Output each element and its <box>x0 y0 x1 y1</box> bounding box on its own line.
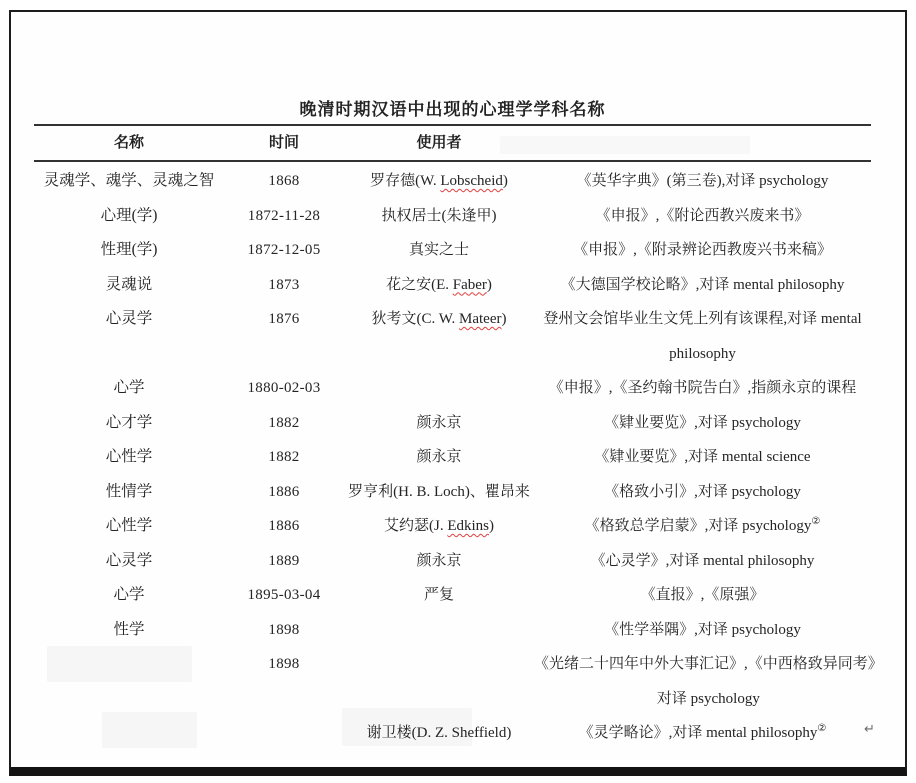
source-line: philosophy <box>669 345 736 362</box>
cell-user <box>344 647 534 716</box>
cell-time: 1886 <box>268 483 300 500</box>
cell-time: 1876 <box>268 311 300 327</box>
cell-name <box>34 716 224 751</box>
cell-source <box>534 509 871 544</box>
footnote-superscript: ② <box>811 516 821 527</box>
table-row <box>34 613 871 648</box>
cell-user: 艾约瑟(J. Edkins) <box>383 518 494 534</box>
source-line: 《肄业要览》,对译 psychology <box>604 414 801 431</box>
cell-name: 心才学 <box>105 413 153 431</box>
table-row <box>34 647 883 716</box>
source-line: 《格致小引》,对译 psychology <box>604 483 801 500</box>
cell-name: 心灵学 <box>105 551 153 569</box>
spellcheck-underline: Lobscheid <box>440 173 503 189</box>
cell-user: 谢卫楼(D. Z. Sheffield) <box>366 725 512 741</box>
cell-user: 严复 <box>423 587 454 603</box>
header-source <box>534 128 871 160</box>
source-line: 《申报》,《圣约翰书院告白》,指颜永京的课程 <box>548 380 857 396</box>
table-row <box>34 440 871 475</box>
cell-time: 1895-03-04 <box>247 587 321 603</box>
cell-name: 心学 <box>113 586 145 603</box>
table-row <box>34 544 871 579</box>
cell-name: 性情学 <box>105 482 153 500</box>
table-title: 晚清时期汉语中出现的心理学学科名称 <box>299 100 606 119</box>
cell-source <box>534 716 871 751</box>
source-line: 《格致总学启蒙》,对译 psychology② <box>584 516 821 534</box>
paragraph-return-mark: ↵ <box>864 722 875 737</box>
cell-user: 狄考文(C. W. Mateer) <box>371 311 507 327</box>
cell-name: 心学 <box>113 379 145 396</box>
table-header-rule <box>34 160 871 162</box>
source-line: 《直报》,《原强》 <box>640 587 765 603</box>
spellcheck-underline: Faber <box>452 276 487 293</box>
cell-time: 1880-02-03 <box>247 380 321 396</box>
table-row <box>34 475 871 510</box>
source-line: 登州文会馆毕业生文凭上列有该课程,对译 mental <box>543 311 862 327</box>
cell-name: 性理(学) <box>100 241 158 258</box>
cell-name: 性学 <box>113 620 145 638</box>
table-row <box>34 199 871 234</box>
cell-name: 心性学 <box>105 517 153 534</box>
source-line: 《肄业要览》,对译 mental science <box>594 449 811 465</box>
cell-name: 心理(学) <box>100 206 158 224</box>
cell-name: 心性学 <box>105 448 153 465</box>
cell-user: 颜永京 <box>416 449 462 465</box>
cell-source <box>534 371 871 406</box>
source-line: 《英华字典》(第三卷),对译 psychology <box>576 173 829 189</box>
spellcheck-underline: Mateer <box>459 311 502 327</box>
table-row <box>34 578 871 613</box>
cell-user: 罗亨利(H. B. Loch)、瞿昂来 <box>348 483 530 500</box>
cell-time <box>224 716 344 751</box>
table-header-row <box>34 128 871 160</box>
cell-source <box>534 440 871 475</box>
cell-time: 1889 <box>268 552 300 569</box>
cell-user: 罗存德(W. Lobscheid) <box>370 173 508 189</box>
cell-time: 1868 <box>268 173 300 189</box>
cell-time: 1872-12-05 <box>247 242 321 258</box>
table-row <box>34 233 871 268</box>
cell-time: 1886 <box>268 518 300 534</box>
cell-user: 颜永京 <box>416 552 462 569</box>
cell-time: 1882 <box>268 414 300 431</box>
cell-source <box>534 647 883 716</box>
cell-source <box>534 199 871 234</box>
source-line: 《灵学略论》,对译 mental philosophy② <box>578 723 827 741</box>
header-user: 使用者 <box>416 134 462 151</box>
cell-source <box>534 578 871 613</box>
table-row <box>34 509 871 544</box>
cell-user: 真实之士 <box>408 242 469 258</box>
table-row <box>34 164 871 199</box>
header-time: 时间 <box>268 134 299 151</box>
cell-source <box>534 544 871 579</box>
spellcheck-underline: Edkins <box>447 518 489 534</box>
table-row <box>34 371 871 406</box>
cell-time: 1873 <box>268 276 300 293</box>
cell-time: 1872-11-28 <box>247 207 321 224</box>
footnote-superscript: ② <box>817 723 827 734</box>
cell-time: 1898 <box>268 621 300 638</box>
cell-source <box>534 302 871 371</box>
cell-user <box>344 371 534 406</box>
source-line: 《大德国学校论略》,对译 mental philosophy <box>560 276 845 293</box>
cell-name: 灵魂学、魂学、灵魂之智 <box>43 172 215 189</box>
cell-source <box>534 406 871 441</box>
cell-time: 1898 <box>268 656 300 672</box>
source-line: 《心灵学》,对译 mental philosophy <box>590 552 815 569</box>
cell-time: 1882 <box>268 449 300 465</box>
cell-source <box>534 613 871 648</box>
source-line: 《申报》,《附录辨论西教废兴书来稿》 <box>573 242 832 258</box>
cell-name: 心灵学 <box>105 310 153 327</box>
header-name: 名称 <box>113 134 144 151</box>
cell-source <box>534 233 871 268</box>
cell-name <box>34 647 224 716</box>
source-line: 《性学举隅》,对译 psychology <box>604 621 801 638</box>
cell-user <box>344 613 534 648</box>
table-top-rule <box>34 124 871 126</box>
source-line: 对译 psychology <box>656 690 760 707</box>
table-row <box>34 716 871 751</box>
cell-source <box>534 268 871 303</box>
cell-user: 颜永京 <box>416 414 462 431</box>
source-line: 《申报》,《附论西教兴废来书》 <box>595 207 810 224</box>
table-row <box>34 406 871 441</box>
table-body <box>34 164 883 751</box>
source-line: 《光绪二十四年中外大事汇记》,《中西格致异同考》 <box>534 656 883 672</box>
table-row <box>34 268 871 303</box>
table-row <box>34 302 871 371</box>
cell-source <box>534 164 871 199</box>
cell-name: 灵魂说 <box>105 275 153 293</box>
cell-user: 执权居士(朱逢甲) <box>381 207 497 224</box>
cell-source <box>534 475 871 510</box>
cell-user: 花之安(E. Faber) <box>386 276 492 293</box>
